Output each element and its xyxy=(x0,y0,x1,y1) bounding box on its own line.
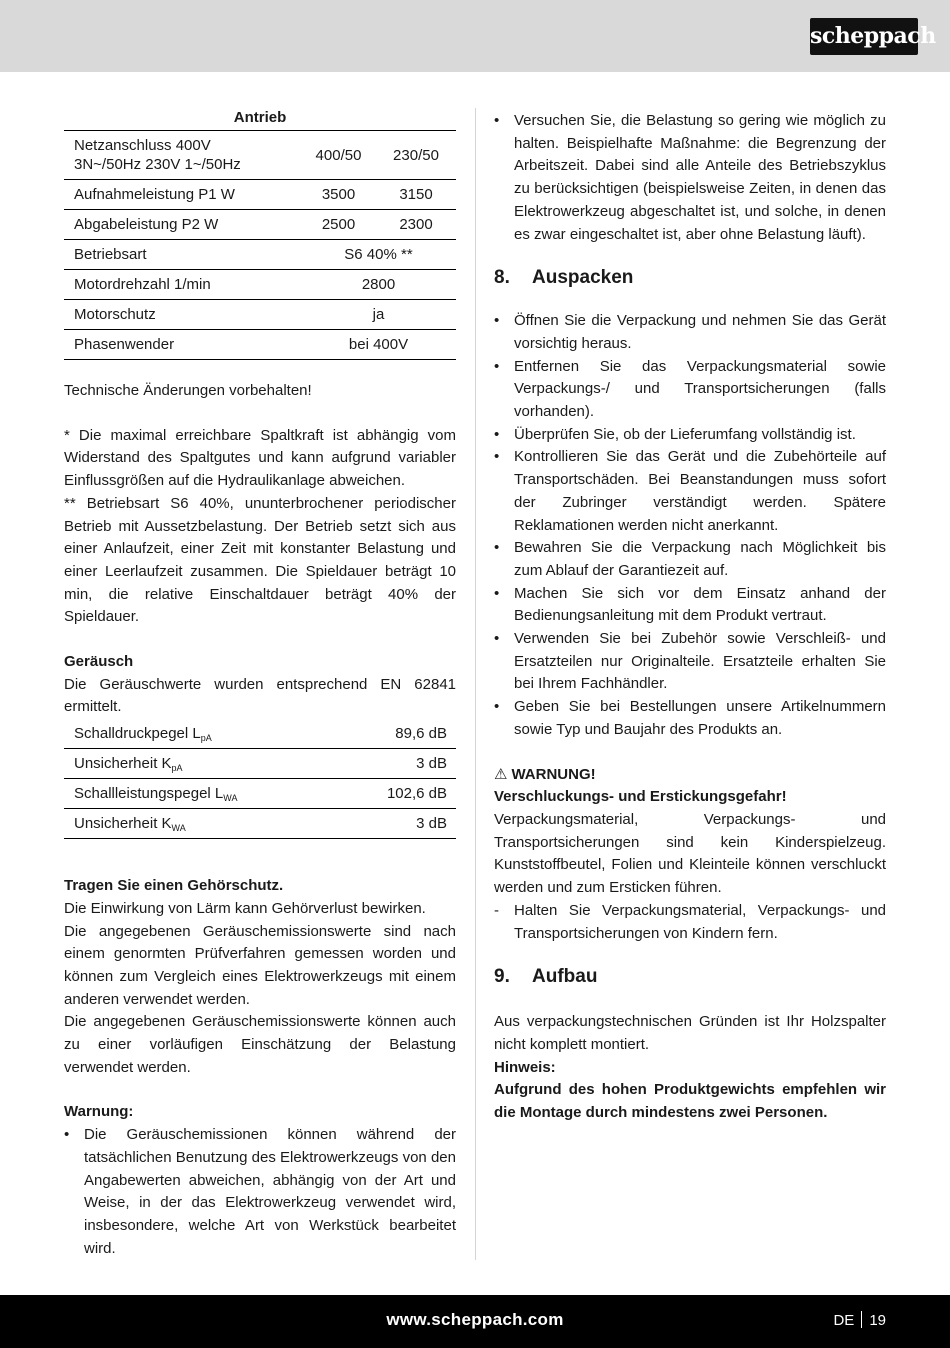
table-row xyxy=(64,330,456,360)
spec-value: S6 40% ** xyxy=(301,240,456,270)
hearing-protection-heading: Tragen Sie einen Gehörschutz. xyxy=(64,877,284,895)
load-list xyxy=(494,110,886,246)
footnote-spaltkraft: * Die maximal erreichbare Spaltkraft ist abhängig vom Widerstand des Spaltgutes und kann aufgrund variabler Einflussgrößen auf die Hydraulikanlage abweichen. xyxy=(64,426,456,490)
table-row xyxy=(64,779,456,809)
list-item: • Öffnen Sie die Verpackung und nehmen Sie das Gerät vorsichtig heraus. xyxy=(494,310,886,355)
spec-table-title: Antrieb xyxy=(233,109,287,126)
spec-table xyxy=(64,130,456,360)
warning-dash-list xyxy=(494,900,886,945)
footer-website-link[interactable]: www.scheppach.com xyxy=(386,1310,564,1329)
list-item: • Machen Sie sich vor dem Einsatz anhand der Bedienungsanleitung mit dem Produkt vertraut. xyxy=(494,583,886,628)
unpacking-list xyxy=(494,310,886,741)
hearing-text: Die Einwirkung von Lärm kann Gehörverlust bewirken. xyxy=(64,899,426,917)
warning-text: Verpackungsmaterial, Verpackungs- und Transportsicherungen sind kein Kinderspielzeug. Kunststoffbeutel, Folien und Kleinteile können verschluckt werden und zum Ersticken führen. xyxy=(494,810,886,897)
spec-value-230v: 3150 xyxy=(376,180,456,210)
list-item: • Bewahren Sie die Verpackung nach Möglichkeit bis zum Ablauf der Garantiezeit auf. xyxy=(494,537,886,582)
hearing-text: Die angegebenen Geräuschemissionswerte sind nach einem genormten Prüfverfahren gemessen worden und können zum Vergleich eines Elektrowerkzeugs mit einem anderen verwendet werden. xyxy=(64,922,456,1008)
table-row xyxy=(64,240,456,270)
hint-label: Hinweis: xyxy=(494,1058,556,1076)
assembly-text: Aus verpackungstechnischen Gründen ist Ihr Holzspalter nicht komplett montiert. xyxy=(494,1013,886,1053)
scheppach-logo: scheppach xyxy=(810,18,918,55)
section-heading-aufbau: 9. Aufbau xyxy=(494,966,598,988)
column-divider xyxy=(475,108,476,1260)
noise-value: 89,6 dB xyxy=(344,719,456,749)
section-heading-auspacken: 8. Auspacken xyxy=(494,267,634,289)
warning-subtitle: Verschluckungs- und Erstickungsgefahr! xyxy=(494,788,787,806)
spec-value: ja xyxy=(301,300,456,330)
footnote-betriebsart: ** Betriebsart S6 40%, ununterbrochener periodischer Betrieb mit Aussetzbelastung. Der Betrieb setzt sich aus einer Anlaufzeit, einer Zeit mit konstanter Belastung und einer Leerlaufzeit zusammen. Die Spieldauer beträgt 10 min, die relative Einschaltdauer beträgt 40% der Spieldauer. xyxy=(64,494,456,626)
noise-label: Schallleistungspegel $L_{WA}$ xyxy=(64,779,344,809)
noise-label: Schalldruckpegel $L_{pA}$ xyxy=(64,719,344,749)
noise-heading: Geräusch xyxy=(64,653,134,671)
table-row xyxy=(64,210,456,240)
warning-triangle-icon: ⚠ xyxy=(494,765,508,783)
noise-value: 102,6 dB xyxy=(344,779,456,809)
spec-label: Aufnahmeleistung P1 W xyxy=(64,180,301,210)
list-item: • Versuchen Sie, die Belastung so gering wie möglich zu halten. Beispielhafte Maßnahme: die Begrenzung der Arbeitszeit. Dabei sind alle Anteile des Betriebszyklus zu berücksichtigen (beispielsweise Zeiten, in denen das Elektrowerkzeug abgeschaltet ist, und solche, in denen es zwar eingeschaltet ist, aber ohne Belastung läuft). xyxy=(494,110,886,246)
table-row xyxy=(64,131,456,180)
list-item: • Überprüfen Sie, ob der Lieferumfang vollständig ist. xyxy=(494,424,886,447)
list-item: - Halten Sie Verpackungsmaterial, Verpackungs- und Transportsicherungen von Kindern fern. xyxy=(494,900,886,945)
page-header xyxy=(0,0,950,72)
list-item: • Verwenden Sie bei Zubehör sowie Verschleiß- und Ersatzteilen nur Originalteile. Ersatzteile erhalten Sie bei Ihrem Fachhändler. xyxy=(494,628,886,696)
spec-value: bei 400V xyxy=(301,330,456,360)
spec-label: Motorschutz xyxy=(64,300,301,330)
spec-value-400v: 400/50 xyxy=(301,131,376,180)
spec-value-400v: 2500 xyxy=(301,210,376,240)
table-row xyxy=(64,270,456,300)
list-item: • Die Geräuschemissionen können während der tatsächlichen Benutzung des Elektrowerkzeugs von den Angabewerten abweichen, abhängig von der Art und Weise, in der das Elektrowerkzeug verwendet wird, insbesondere, welche Art von Werkstück bearbeitet wird. xyxy=(64,1124,456,1260)
warning-list xyxy=(64,1124,456,1260)
noise-value: 3 dB xyxy=(344,809,456,839)
table-row xyxy=(64,300,456,330)
noise-value: 3 dB xyxy=(344,749,456,779)
hint-text: Aufgrund des hohen Produktgewichts empfehlen wir die Montage durch mindestens zwei Personen. xyxy=(494,1081,886,1122)
table-row xyxy=(64,719,456,749)
noise-text: Die Geräuschwerte wurden entsprechend EN 62841 ermittelt. xyxy=(64,675,456,716)
noise-label: Unsicherheit $K_{pA}$ xyxy=(64,749,344,779)
noise-label: Unsicherheit $K_{WA}$ xyxy=(64,809,344,839)
table-row xyxy=(64,749,456,779)
list-item: • Kontrollieren Sie das Gerät und die Zubehörteile auf Transportschäden. Bei Beanstandungen muss sofort der Zubringer verständigt werden. Spätere Reklamationen werden nicht anerkannt. xyxy=(494,446,886,537)
table-row xyxy=(64,809,456,839)
spec-value-230v: 2300 xyxy=(376,210,456,240)
warning-title: ⚠ WARNUNG! xyxy=(494,764,886,787)
hearing-text: Die angegebenen Geräuschemissionswerte können auch zu einer vorläufigen Einschätzung der Belastung verwendet werden. xyxy=(64,1013,456,1076)
page-number: DE 19 xyxy=(833,1312,886,1329)
tech-note: Technische Änderungen vorbehalten! xyxy=(64,382,312,399)
warning-heading: Warnung: xyxy=(64,1103,134,1121)
right-column xyxy=(494,110,886,1125)
page-footer xyxy=(0,1295,950,1348)
spec-label: Abgabeleistung P2 W xyxy=(64,210,301,240)
spec-label: Phasenwender xyxy=(64,330,301,360)
spec-value-230v: 230/50 xyxy=(376,131,456,180)
spec-value: 2800 xyxy=(301,270,456,300)
table-row xyxy=(64,180,456,210)
spec-label: Motordrehzahl 1/min xyxy=(64,270,301,300)
noise-table xyxy=(64,719,456,839)
list-item: • Entfernen Sie das Verpackungsmaterial sowie Verpackungs-/ und Transportsicherungen (falls vorhanden). xyxy=(494,356,886,424)
spec-label: Netzanschluss 400V 3N~/50Hz 230V 1~/50Hz xyxy=(64,131,301,180)
spec-label: Betriebsart xyxy=(64,240,301,270)
left-column xyxy=(64,106,456,1260)
spec-value-400v: 3500 xyxy=(301,180,376,210)
list-item: • Geben Sie bei Bestellungen unsere Artikelnummern sowie Typ und Baujahr des Produkts an. xyxy=(494,696,886,741)
